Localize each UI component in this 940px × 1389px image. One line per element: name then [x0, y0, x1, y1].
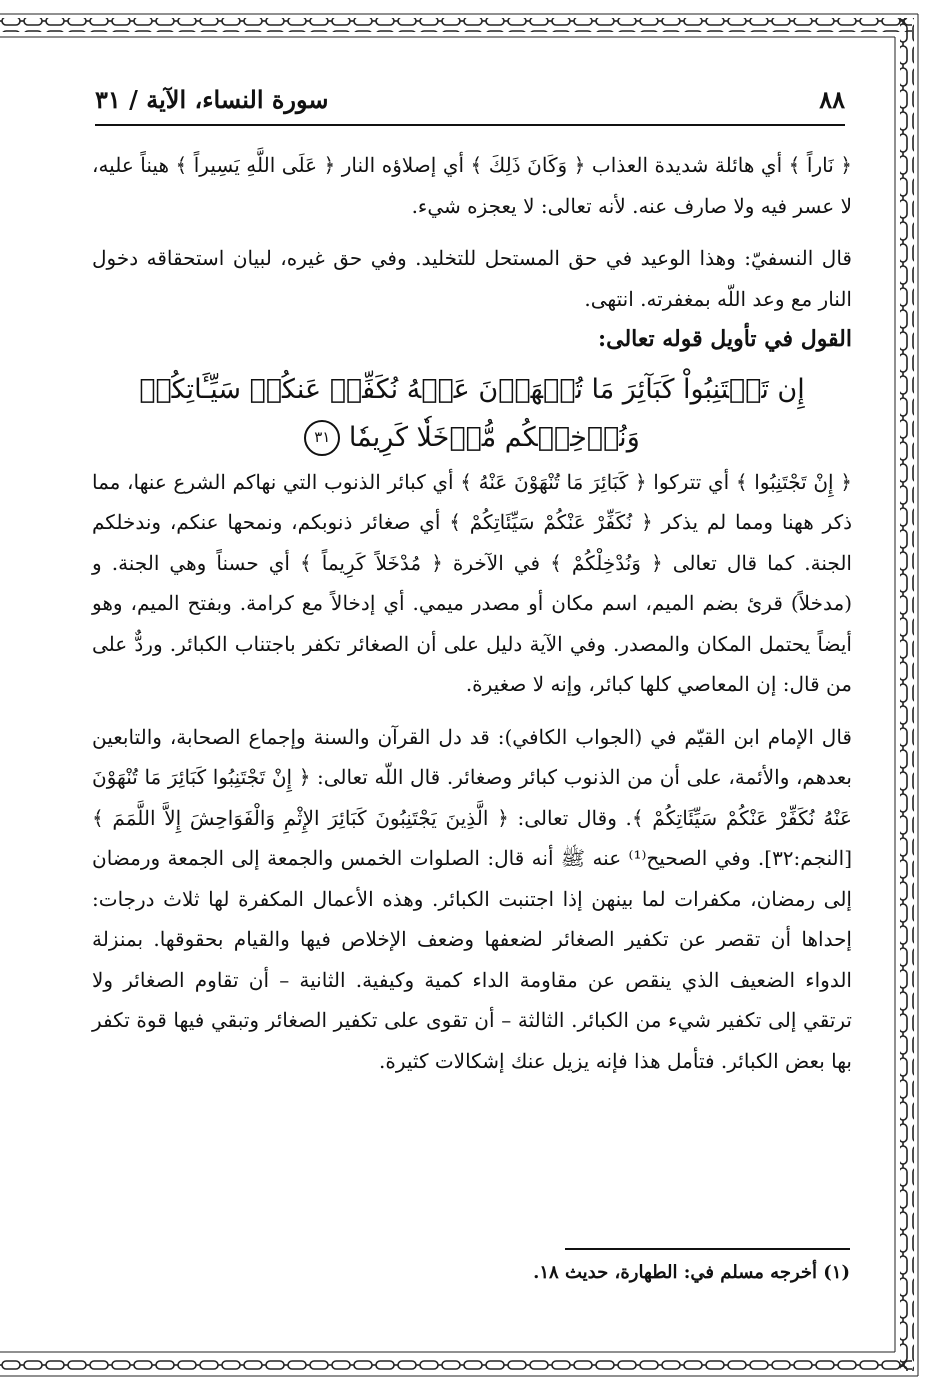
- verse-line-1: إِن تَجۡتَنِبُواْ كَبَآئِرَ مَا تُنۡهَوۡنَ عَنۡهُ نُكَفِّرۡ عَنكُمۡ سَيِّـَٔاتِكُمۡ: [139, 373, 805, 405]
- footnote: (١) أخرجه مسلم في: الطهارة، حديث ١٨.: [533, 1262, 850, 1283]
- paragraph-2: قال النسفيّ: وهذا الوعيد في حق المستحل للتخليد. وفي حق غيره، لبيان استحقاقه دخول النار مع وعد اللّه بمغفرته. انتهى.: [92, 246, 852, 311]
- running-title: سورة النساء، الآية / ٣١: [95, 84, 329, 114]
- paragraph-4: قال الإمام ابن القيّم في (الجواب الكافي): قد دل القرآن والسنة وإجماع الصحابة، والتابعين بعدهم، والأئمة، على أن من الذنوب كبائر وصغائر. قال اللّه تعالى: ﴿ إِنْ تَجْتَنِبُوا كَبَائِرَ مَا تُنْهَوْنَ عَنْهُ نُكَفِّرْ عَنْكُمْ سَيِّئَاتِكُمْ ﴾. وقال تعالى: ﴿ الَّذِينَ يَجْتَنِبُونَ كَبَائِرَ الإِثْمِ وَالْفَوَاحِشَ إِلاَّ اللَّمَمَ ﴾ [النجم:٣٢]. وفي الصحيح⁽¹⁾ عنه ﷺ أنه قال: الصلوات الخمس والجمعة إلى الجمعة ورمضان إلى رمضان، مكفرات لما بينهن إذا اجتنبت الكبائر. وهذه الأعمال المكفرة لها ثلاث درجات: إحداها أن تقصر عن تكفير الصغائر لضعفها وضعف الإخلاص فيها والقيام بحقوقها. بمنزلة الدواء الضعيف الذي ينقص عن مقاومة الداء كمية وكيفية. الثانية – أن تقاوم الصغائر ولا ترتقي إلى تكفير شيء من الكبائر. الثالثة – أن تقوى على تكفير الصغائر وتبقي فيها قوة تكفر بها بعض الكبائر. فتأمل هذا فإنه يزيل عنك إشكالات كثيرة.: [92, 724, 852, 1073]
- paragraph-1: ﴿ نَاراً ﴾ أي هائلة شديدة العذاب ﴿ وَكَانَ ذَلِكَ ﴾ أي إصلاؤه النار ﴿ عَلَى اللَّهِ يَسِيراً ﴾ هيناً عليه، لا عسر فيه ولا صارف عنه. لأنه تعالى: لا يعجزه شيء.: [92, 153, 852, 218]
- header-divider: [95, 124, 845, 126]
- footnote-divider: [565, 1248, 850, 1250]
- verse-number-marker: ٣١: [304, 420, 340, 456]
- page-header: [95, 82, 845, 116]
- quran-verse: [92, 366, 852, 462]
- page-body: [92, 145, 852, 1081]
- section-heading: القول في تأويل قوله تعالى:: [598, 326, 852, 352]
- verse-line-2: [92, 414, 852, 462]
- verse-line-2-text: وَنُدۡخِلۡكُم مُّدۡخَلٗا كَرِيمٗا: [348, 421, 640, 453]
- paragraph-3: ﴿ إِنْ تَجْتَنِبُوا ﴾ أي تتركوا ﴿ كَبَائِرَ مَا تُنْهَوْنَ عَنْهُ ﴾ أي كبائر الذنوب التي نهاكم الشرع عنها، مما ذكر ههنا ومما لم يذكر ﴿ نُكَفِّرْ عَنْكُمْ سَيِّئَاتِكُمْ ﴾ أي صغائر ذنوبكم، ونمحها عنكم، وندخلكم الجنة. كما قال تعالى ﴿ وَنُدْخِلْكُمْ ﴾ في الآخرة ﴿ مُدْخَلاً كَرِيماً ﴾ أي حسناً وهي الجنة. و (مدخلاً) قرئ بضم الميم، اسم مكان أو مصدر ميمي. أي إدخالاً مع كرامة. وبفتح الميم، وهو أيضاً يحتمل المكان والمصدر. وفي الآية دليل على أن الصغائر تكفر باجتناب الكبائر. وردٌّ على من قال: إن المعاصي كلها كبائر، وإنه لا صغيرة.: [92, 469, 852, 696]
- page-number: ٨٨: [819, 84, 845, 114]
